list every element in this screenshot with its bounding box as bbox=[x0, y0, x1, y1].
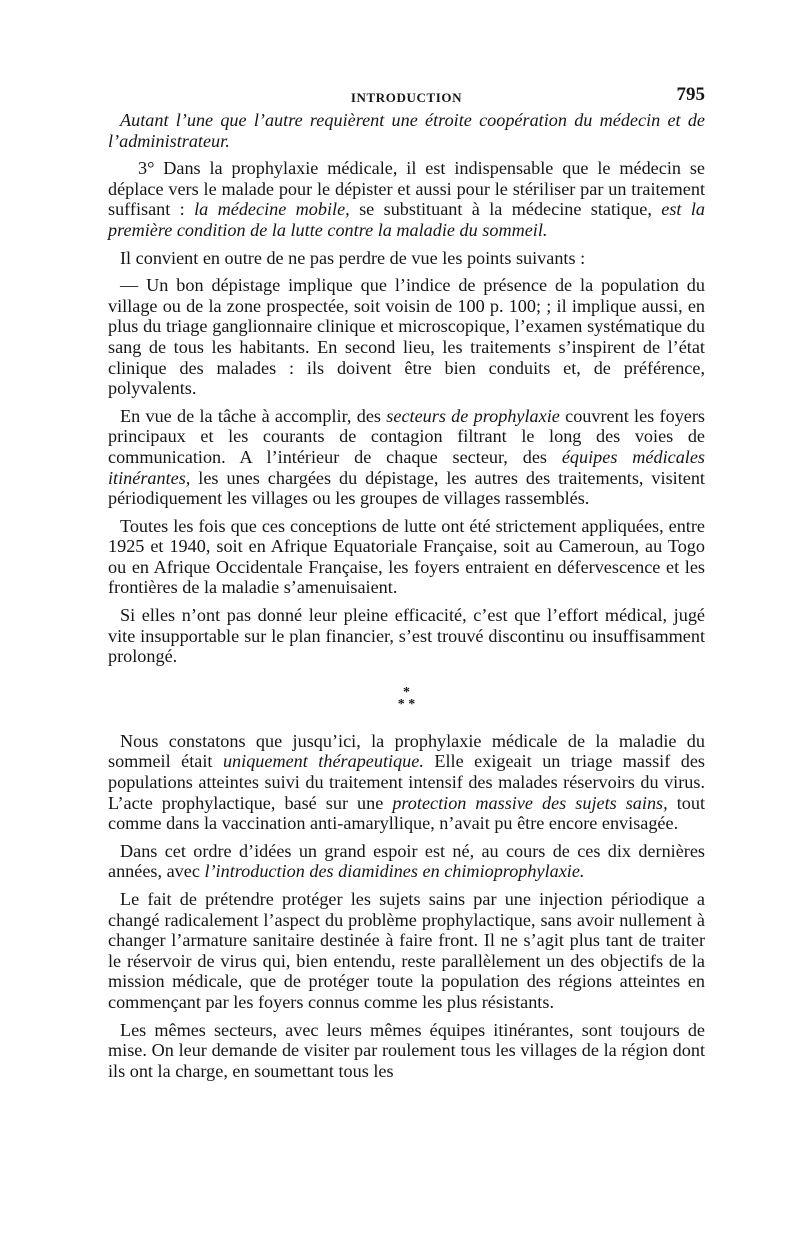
page-header bbox=[108, 78, 705, 110]
paragraph-9-text-a: Dans cet ordre d’idées un grand espoir est né, au cours de ces dix dernières années, avec bbox=[108, 840, 705, 882]
paragraph-8-text-c: Elle exigeait un triage massif des populations atteintes suivi du traitement intensif des malades réservoirs du virus. L’acte prophylactique, basé sur une bbox=[108, 751, 706, 813]
paragraph-6: Toutes les fois que ces conceptions de lutte ont été strictement appliquées, entre 1925 et 1940, soit en Afrique Equatoriale Française, soit au Cameroun, au Togo ou en Afrique Occidentale Française, les foyers entraient en défervescence et les frontières de la maladie s’amenuisaient. bbox=[108, 515, 705, 598]
paragraph-2 bbox=[108, 158, 705, 240]
first-condition-emphasis: est la première condition de la lutte contre la maladie du sommeil. bbox=[108, 199, 706, 240]
mobile-medicine-emphasis: la médecine mobile, bbox=[194, 199, 350, 220]
asterism-top: * bbox=[403, 684, 410, 700]
paragraph-7: Si elles n’ont pas donné leur pleine efficacité, c’est que l’effort médical, jugé vite insupportable sur le plan financier, s’est trouvé discontinu ou insuffisamment prolongé. bbox=[108, 605, 705, 667]
paragraph-5 bbox=[108, 406, 705, 509]
paragraph-11: Les mêmes secteurs, avec leurs mêmes équipes itinérantes, sont toujours de mise. On leur demande de visiter par roulement tous les villages de la région dont ils ont la charge, en soumettant tous les bbox=[108, 1019, 705, 1081]
asterism-bottom: * * bbox=[397, 696, 416, 712]
book-page bbox=[108, 78, 705, 1088]
paragraph-1: Autant l’une que l’autre requièrent une étroite coopération du médecin et de l’administrateur. bbox=[108, 110, 705, 151]
sectors-emphasis: secteurs de prophylaxie bbox=[386, 405, 560, 426]
page-number: 795 bbox=[676, 84, 705, 105]
paragraph-10: Le fait de prétendre protéger les sujets sains par une injection périodique a changé radicalement l’aspect du problème prophylactique, sans avoir nullement à changer l’armature sanitaire destinée à faire front. Il ne s’agit plus tant de traiter le réservoir de virus qui, bien entendu, reste parallèlement un des objectifs de la mission médicale, que de protéger toute la population des régions atteintes en commençant par les foyers connus comme les plus résistants. bbox=[108, 889, 705, 1012]
body-text bbox=[108, 110, 705, 1081]
paragraph-8 bbox=[108, 731, 705, 834]
paragraph-5-text-e: les unes chargées du dépistage, les autres des traitements, visitent périodiquement les villages ou les groupes de villages rassemblés. bbox=[108, 467, 705, 509]
paragraph-5-text-a: En vue de la tâche à accomplir, des bbox=[120, 405, 387, 426]
paragraph-2-text-a: 3° Dans la prophylaxie médicale, il est indispensable que le médecin se déplace vers le malade pour le dépister et aussi pour le stériliser par un traitement suffisant : bbox=[108, 158, 705, 220]
paragraph-9 bbox=[108, 841, 705, 882]
paragraph-4: — Un bon dépistage implique que l’indice de présence de la population du village ou de la zone prospectée, soit voisin de 100 p. 100; ; il implique aussi, en plus du triage ganglionnaire clinique et microscopique, l’examen systématique du sang de tous les habitants. En second lieu, les traitements s’inspirent de l’état clinique des malades : ils doivent être bien conduits et, de préférence, polyvalents. bbox=[108, 275, 705, 399]
protection-emphasis: protection massive des sujets sains, bbox=[392, 792, 668, 813]
paragraph-2-text-c: se substituant à la médecine statique, bbox=[349, 199, 662, 220]
paragraph-8-text-e: tout comme dans la vaccination anti-amaryllique, n’avait pu être encore envisagée. bbox=[108, 792, 706, 834]
paragraph-3: Il convient en outre de ne pas perdre de vue les points suivants : bbox=[120, 247, 586, 268]
paragraph-8-text-a: Nous constatons que jusqu’ici, la prophylaxie médicale de la maladie du sommeil était bbox=[108, 730, 705, 772]
teams-emphasis: équipes médicales itinérantes, bbox=[108, 446, 705, 488]
running-title: INTRODUCTION bbox=[350, 90, 463, 105]
section-asterism bbox=[108, 684, 705, 712]
diamidines-emphasis: l’introduction des diamidines en chimioprophylaxie. bbox=[204, 861, 585, 882]
therapeutic-emphasis: uniquement thérapeutique. bbox=[222, 751, 424, 772]
paragraph-5-text-c: couvrent les foyers principaux et les courants de contagion filtrant le long des voies de communication. A l’intérieur de chaque secteur, des bbox=[108, 405, 705, 467]
